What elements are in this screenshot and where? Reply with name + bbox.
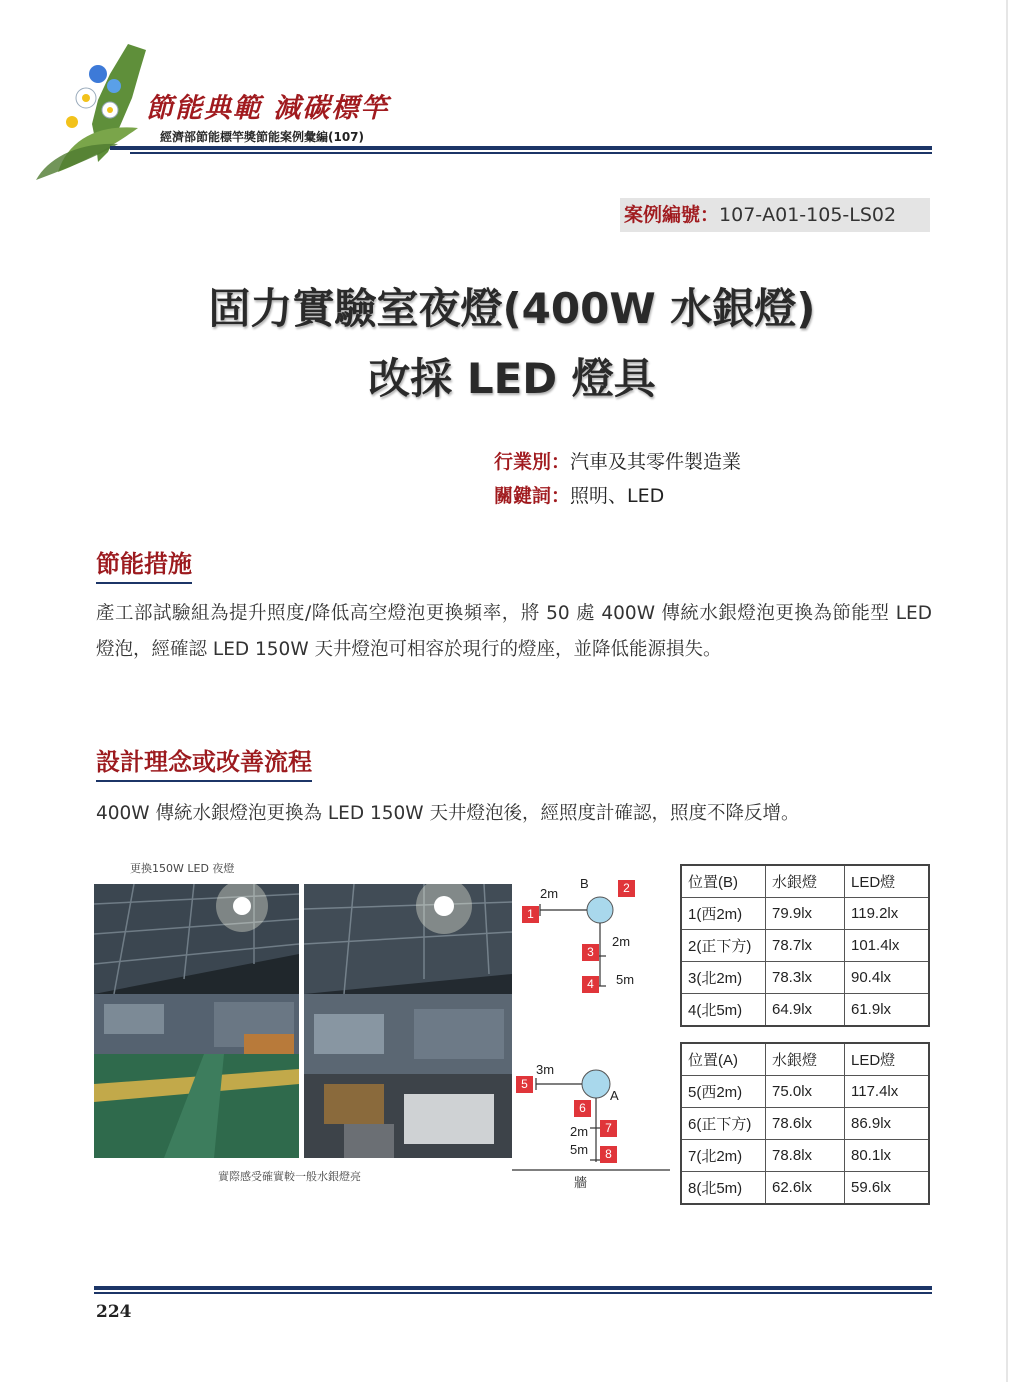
section-heading-measures: 節能措施: [96, 544, 192, 584]
dim-label: 2m: [540, 886, 559, 901]
table-header-cell: LED燈: [845, 1043, 930, 1076]
marker-1: 1: [522, 906, 539, 923]
table-cell: 90.4lx: [845, 962, 930, 994]
measures-paragraph: 產工部試驗組為提升照度/降低高空燈泡更換頻率，將 50 處 400W 傳統水銀燈泡更換為節能型 LED 燈泡，經確認 LED 150W 天井燈泡可相容於現行的燈座，並降低能源損失。: [96, 603, 932, 660]
table-cell: 4(北5m): [681, 994, 766, 1027]
table-row: [681, 1076, 929, 1108]
case-number-value: 107-A01-105-LS02: [719, 204, 897, 226]
header-title: 節能典範 減碳標竿: [146, 93, 390, 124]
table-cell: 75.0lx: [766, 1076, 845, 1108]
section-heading-design: 設計理念或改善流程: [96, 742, 312, 782]
table-cell: 8(北5m): [681, 1172, 766, 1205]
table-header-cell: 位置(A): [681, 1043, 766, 1076]
footer-rule-thin: [94, 1292, 932, 1294]
table-cell: 78.7lx: [766, 930, 845, 962]
factory-photo-1: [94, 884, 299, 1158]
design-paragraph: 400W 傳統水銀燈泡更換為 LED 150W 天井燈泡後，經照度計確認，照度不降反增。: [96, 803, 800, 824]
table-header-row: [681, 865, 929, 898]
case-number: [620, 198, 930, 232]
table-cell: 6(正下方): [681, 1108, 766, 1140]
table-row: [681, 1140, 929, 1172]
table-header-cell: LED燈: [845, 865, 930, 898]
table-cell: 7(北2m): [681, 1140, 766, 1172]
wall-label: 牆: [574, 1175, 588, 1190]
table-header-cell: 位置(B): [681, 865, 766, 898]
marker-6: 6: [574, 1100, 591, 1117]
page-edge: [1006, 0, 1008, 1382]
page-title-line1: 固力實驗室夜燈(400W 水銀燈): [208, 284, 816, 333]
photo-caption-top: 更換150W LED 夜燈: [130, 862, 235, 875]
dim-label: 2m: [612, 934, 631, 949]
table-cell: 78.6lx: [766, 1108, 845, 1140]
illuminance-table-a: [680, 1042, 930, 1205]
dim-label: 5m: [616, 972, 635, 987]
table-cell: 117.4lx: [845, 1076, 930, 1108]
table-row: [681, 930, 929, 962]
table-cell: 80.1lx: [845, 1140, 930, 1172]
dim-label: 5m: [570, 1142, 589, 1157]
table-cell: 59.6lx: [845, 1172, 930, 1205]
table-cell: 5(西2m): [681, 1076, 766, 1108]
table-cell: 64.9lx: [766, 994, 845, 1027]
table-cell: 78.8lx: [766, 1140, 845, 1172]
keywords-row: [494, 481, 664, 508]
header-subtitle: 經濟部節能標竿獎節能案例彙編(107): [160, 130, 365, 144]
dim-label: 3m: [536, 1062, 555, 1077]
table-header-cell: 水銀燈: [766, 1043, 845, 1076]
table-cell: 3(北2m): [681, 962, 766, 994]
table-header-cell: 水銀燈: [766, 865, 845, 898]
table-row: [681, 898, 929, 930]
table-cell: 101.4lx: [845, 930, 930, 962]
table-cell: 61.9lx: [845, 994, 930, 1027]
industry-value: 汽車及其零件製造業: [570, 451, 742, 473]
point-a-label: A: [610, 1088, 619, 1103]
point-b-label: B: [580, 876, 589, 891]
case-number-label: 案例編號：: [624, 204, 720, 226]
footer-rule: [94, 1286, 932, 1290]
table-cell: 2(正下方): [681, 930, 766, 962]
table-cell: 78.3lx: [766, 962, 845, 994]
table-cell: 119.2lx: [845, 898, 930, 930]
table-row: [681, 1108, 929, 1140]
marker-7: 7: [600, 1120, 617, 1137]
table-cell: 1(西2m): [681, 898, 766, 930]
dim-label: 2m: [570, 1124, 589, 1139]
table-cell: 62.6lx: [766, 1172, 845, 1205]
illuminance-table-b: [680, 864, 930, 1027]
table-cell: 79.9lx: [766, 898, 845, 930]
table-row: [681, 994, 929, 1027]
marker-5: 5: [516, 1076, 533, 1093]
page-title-line2: 改採 LED 燈具: [368, 354, 656, 403]
table-row: [681, 962, 929, 994]
marker-3: 3: [582, 944, 599, 961]
industry-row: [494, 447, 741, 474]
header-rule: [110, 146, 932, 150]
keywords-label: 關鍵詞：: [494, 485, 571, 507]
industry-label: 行業別：: [494, 451, 571, 473]
marker-4: 4: [582, 976, 599, 993]
table-row: [681, 1172, 929, 1205]
header-rule-thin: [130, 152, 932, 154]
marker-8: 8: [600, 1146, 617, 1163]
factory-photo-2: [304, 884, 512, 1158]
keywords-value: 照明、LED: [570, 485, 665, 507]
measurement-diagram: [512, 868, 674, 1196]
table-cell: 86.9lx: [845, 1108, 930, 1140]
marker-2: 2: [618, 880, 635, 897]
photo-caption-bottom: 實際感受確實較一般水銀燈亮: [218, 1170, 361, 1183]
table-header-row: [681, 1043, 929, 1076]
page-number: 224: [96, 1302, 132, 1322]
